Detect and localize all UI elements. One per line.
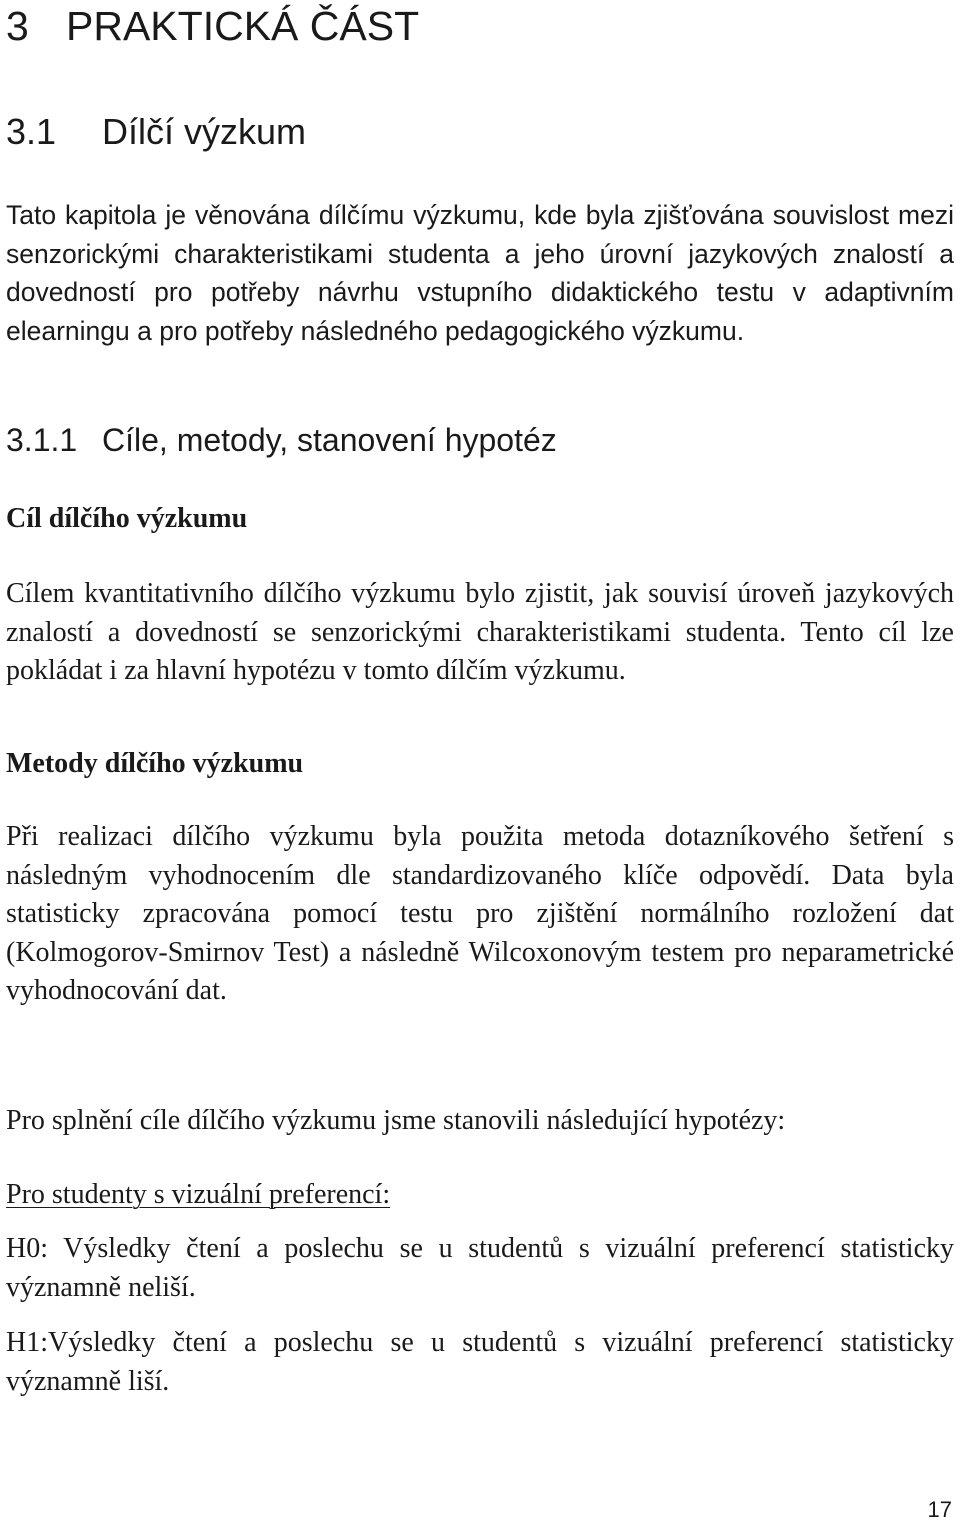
section-heading [6, 110, 306, 154]
goal-heading: Cíl dílčího výzkumu [6, 503, 248, 534]
methods-paragraph: Při realizaci dílčího výzkumu byla použita metoda dotazníkového šetření s následným vyhodnocením dle standardizovaného klíče odpovědí. Data byla statisticky zpracována pomocí testu pro zjištění normálního rozložení dat (Kolmogorov-Smirnov Test) a následně Wilcoxonovým testem pro neparametrické vyhodnocování dat. [6, 821, 954, 1006]
goal-paragraph: Cílem kvantitativního dílčího výzkumu bylo zjistit, jak souvisí úroveň jazykových znalostí a dovedností se senzorickými charakteristikami studenta. Tento cíl lze pokládat i za hlavní hypotézu v tomto dílčím výzkumu. [6, 578, 954, 686]
section-title: Dílčí výzkum [102, 111, 307, 152]
intro-paragraph: Tato kapitola je věnována dílčímu výzkumu, kde byla zjišťována souvislost mezi senzorickými charakteristikami studenta a jeho úrovní jazykových znalostí a dovedností pro potřeby návrhu vstupního didaktického testu v adaptivním elearningu a pro potřeby následného pedagogického výzkumu. [6, 200, 954, 346]
chapter-title: PRAKTICKÁ ČÁST [66, 3, 420, 49]
group-heading [6, 1176, 954, 1215]
hypothesis-h1: H1:Výsledky čtení a poslechu se u studentů s vizuální preferencí statisticky významně liší. [6, 1327, 954, 1397]
hypotheses-intro: Pro splnění cíle dílčího výzkumu jsme stanovili následující hypotézy: [6, 1105, 786, 1136]
subsection-number: 3.1.1 [6, 422, 78, 458]
hypothesis-h0: H0: Výsledky čtení a poslechu se u studentů s vizuální preferencí statisticky významně neliší. [6, 1233, 954, 1303]
group-heading-text: Pro studenty s vizuální preferencí: [6, 1179, 391, 1210]
chapter-heading [6, 2, 419, 50]
section-number: 3.1 [6, 111, 57, 152]
methods-heading: Metody dílčího výzkumu [6, 748, 304, 779]
subsection-heading [6, 420, 557, 460]
chapter-number: 3 [6, 3, 29, 49]
page-number: 17 [927, 1497, 952, 1522]
subsection-title: Cíle, metody, stanovení hypotéz [102, 422, 557, 458]
